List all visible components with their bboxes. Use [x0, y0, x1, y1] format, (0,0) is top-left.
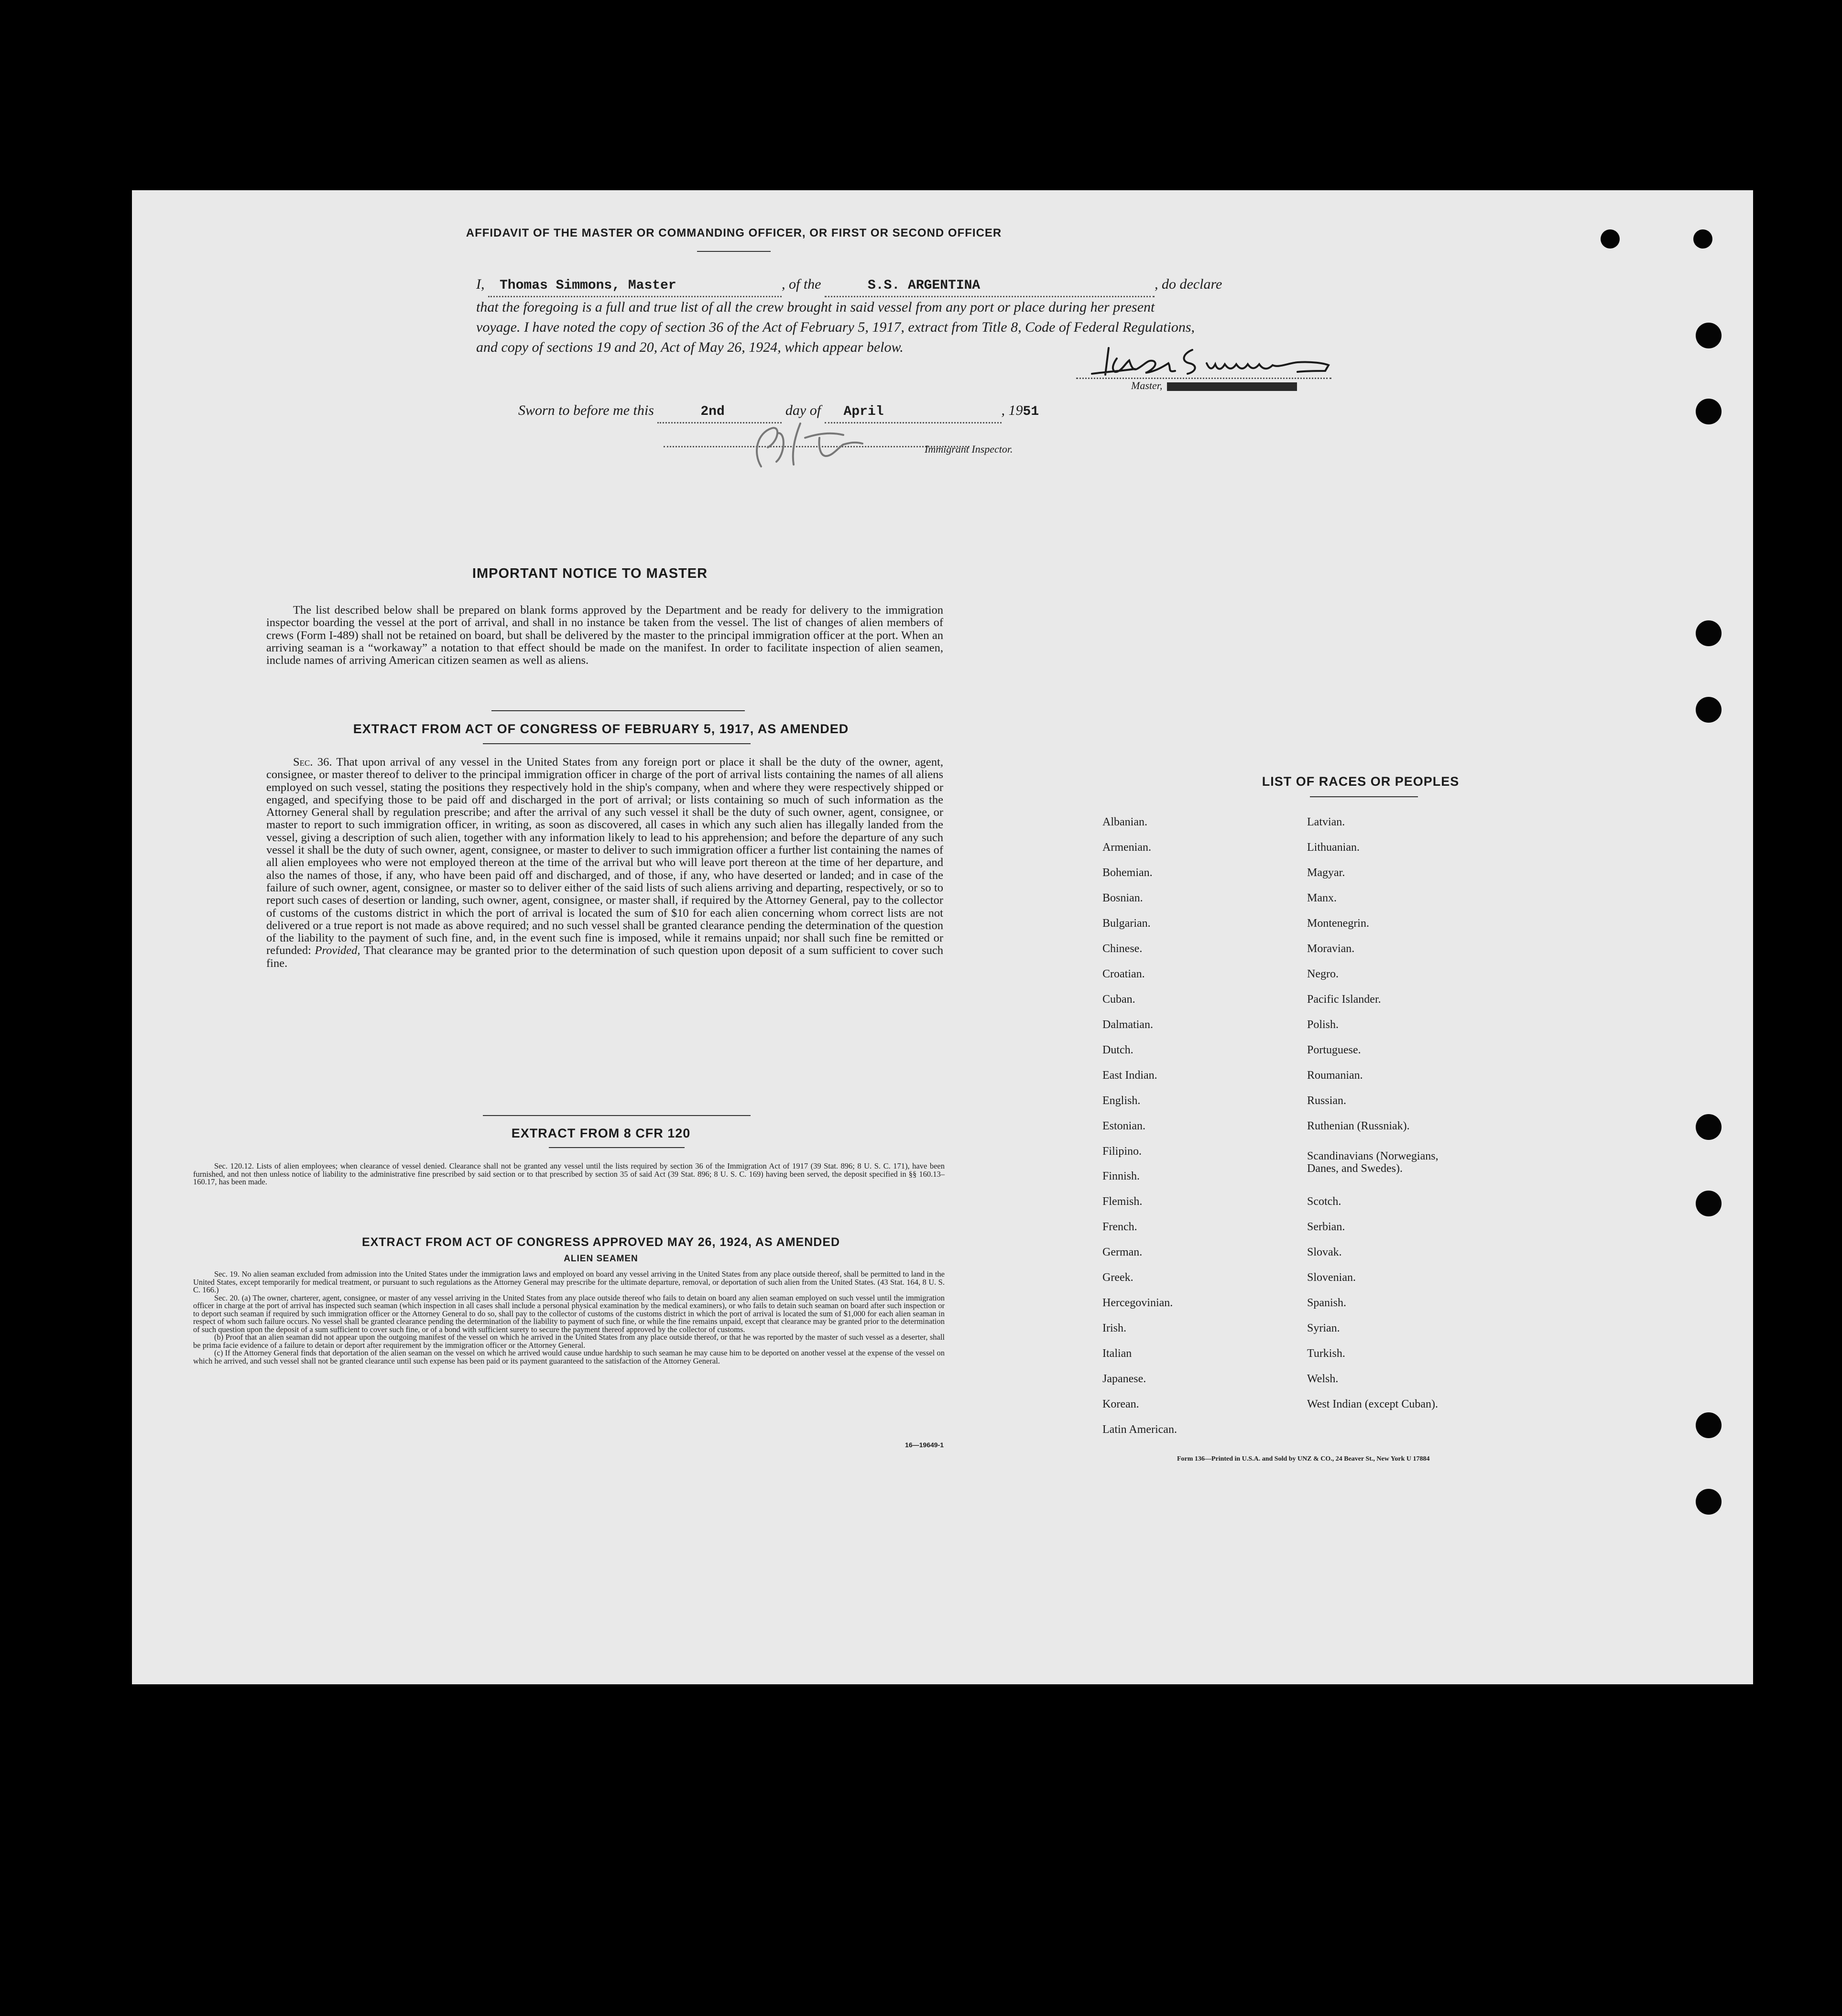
- race-item: West Indian (except Cuban).: [1307, 1398, 1438, 1410]
- of-the-label: , of the: [782, 276, 821, 292]
- race-item: Bosnian.: [1102, 892, 1143, 904]
- race-item: Finnish.: [1102, 1170, 1140, 1182]
- race-item: Irish.: [1102, 1322, 1126, 1334]
- sec-19-text: Sec. 19. No alien seaman excluded from admission into the United States under the immigration laws and employed on board any vessel arriving in the United States from any place outside thereof, shall be permitted to land in the United States, except temporarily for medical treatment, or pursuant to such regulations as the Attorney General may prescribe for the ultimate departure, removal, or deportation of such alien from the United States. (43 Stat. 164, 8 U. S. C. 166.): [193, 1269, 945, 1294]
- race-item: Serbian.: [1307, 1221, 1345, 1233]
- master-caption-text: Master,: [1131, 379, 1163, 391]
- punch-hole: [1696, 620, 1722, 646]
- year-prefix: , 19: [1001, 402, 1023, 418]
- race-item: Ruthenian (Russniak).: [1307, 1120, 1410, 1132]
- declaration-line-3: voyage. I have noted the copy of section 36 of the Act of February 5, 1917, extract from Title 8, Code of Federal Regulations,: [476, 319, 1195, 335]
- race-item: Dalmatian.: [1102, 1019, 1153, 1031]
- race-item: Portuguese.: [1307, 1044, 1361, 1056]
- declaration-line-1: [476, 274, 1380, 297]
- do-declare-label: , do declare: [1155, 276, 1222, 292]
- rule: [483, 1115, 751, 1116]
- day-of-label: day of: [785, 402, 821, 418]
- race-item: Bulgarian.: [1102, 917, 1151, 930]
- race-item: Russian.: [1307, 1095, 1347, 1107]
- rule: [549, 1147, 685, 1148]
- race-item: English.: [1102, 1095, 1141, 1107]
- race-item: Croatian.: [1102, 968, 1145, 980]
- race-item: Welsh.: [1307, 1373, 1339, 1385]
- race-item: Spanish.: [1307, 1297, 1347, 1309]
- race-item: Montenegrin.: [1307, 917, 1369, 930]
- sec-36-label: Sec. 36.: [293, 756, 332, 769]
- race-item: Polish.: [1307, 1019, 1339, 1031]
- race-item: Dutch.: [1102, 1044, 1134, 1056]
- sworn-prefix: Sworn to before me this: [518, 402, 654, 418]
- sworn-year: 51: [1023, 404, 1039, 419]
- master-signature: [1087, 344, 1336, 382]
- race-item: Turkish.: [1307, 1347, 1345, 1360]
- sec-20c-text: (c) If the Attorney General finds that deportation of the alien seaman on the vessel on which he arrived would cause undue hardship to such seaman he may cause him to be deported on another vessel at the expense of the vessel on which he arrived, and such vessel shall not be granted clearance until such expense has been paid or its payment guaranteed to the satisfaction of the Attorney General.: [193, 1348, 945, 1366]
- race-item: Roumanian.: [1307, 1069, 1363, 1082]
- inspector-caption: Immigrant Inspector.: [925, 443, 1013, 455]
- race-item: Chinese.: [1102, 943, 1143, 955]
- form-code: 16—19649-1: [905, 1441, 944, 1449]
- master-name: Thomas Simmons, Master: [500, 278, 676, 293]
- race-item: Japanese.: [1102, 1373, 1146, 1385]
- race-item: Bohemian.: [1102, 867, 1153, 879]
- rule: [491, 710, 745, 711]
- race-item: Hercegovinian.: [1102, 1297, 1173, 1309]
- race-item: Moravian.: [1307, 943, 1355, 955]
- master-caption: [1131, 379, 1297, 392]
- cfr-title: EXTRACT FROM 8 CFR 120: [511, 1126, 691, 1140]
- race-item: East Indian.: [1102, 1069, 1157, 1082]
- provided-label: Provided,: [315, 944, 360, 957]
- alien-seamen-subtitle: ALIEN SEAMEN: [564, 1254, 638, 1264]
- punch-hole: [1696, 1114, 1722, 1140]
- race-item: Estonian.: [1102, 1120, 1145, 1132]
- races-title: LIST OF RACES OR PEOPLES: [1262, 774, 1460, 789]
- punch-hole: [1696, 697, 1722, 723]
- printer-footer: Form 136—Printed in U.S.A. and Sold by UNZ & CO., 24 Beaver St., New York U 17884: [1177, 1455, 1430, 1463]
- race-item: Slovak.: [1307, 1246, 1342, 1258]
- race-item: French.: [1102, 1221, 1137, 1233]
- redaction-bar: [1167, 382, 1297, 391]
- punch-hole: [1693, 229, 1712, 249]
- punch-hole: [1696, 399, 1722, 424]
- race-item: Latvian.: [1307, 816, 1345, 828]
- race-item: Flemish.: [1102, 1195, 1143, 1208]
- rule: [1310, 796, 1418, 797]
- race-item: Greek.: [1102, 1271, 1134, 1284]
- provided-text: That clearance may be granted prior to the determination of such question upon deposit of a sum sufficient to cover such fine.: [266, 944, 943, 970]
- punch-hole: [1601, 229, 1620, 249]
- document-page: [132, 190, 1753, 1684]
- act-1924-title: EXTRACT FROM ACT OF CONGRESS APPROVED MAY 26, 1924, AS AMENDED: [361, 1236, 840, 1249]
- inspector-signature: [748, 419, 882, 471]
- act-1917-title: EXTRACT FROM ACT OF CONGRESS OF FEBRUARY 5, 1917, AS AMENDED: [353, 722, 849, 736]
- sworn-day: 2nd: [700, 404, 725, 419]
- master-signature-line: [1076, 378, 1331, 379]
- race-item: Slovenian.: [1307, 1271, 1356, 1284]
- race-item: Korean.: [1102, 1398, 1139, 1410]
- affidavit-title: AFFIDAVIT OF THE MASTER OR COMMANDING OFFICER, OR FIRST OR SECOND OFFICER: [466, 227, 1002, 239]
- act-1917-text: [266, 756, 943, 970]
- race-item: Scandinavians (Norwegians, Danes, and Swedes).: [1307, 1150, 1439, 1175]
- sworn-month: April: [843, 404, 884, 419]
- race-item: Cuban.: [1102, 993, 1135, 1006]
- sec-20a-text: Sec. 20. (a) The owner, charterer, agent, consignee, or master of any vessel arriving in the United States from any place outside thereof who fails to detain on board any alien seaman employed on such vessel until the immigration officer in charge at the port of arrival has inspected such seaman (which inspection in all cases shall include a personal physical examination by the medical examiners), or who fails to detain such seaman on board after such inspection or to deport such seaman if required by such immigration officer or the Attorney General to do so, shall pay to the collector of customs of the customs district in which the port of arrival is located the sum of $1,000 for each alien seaman in respect of whom such failure occurs. No vessel shall be granted clearance pending the determination of the liability to payment of such fine, or while the fine remains unpaid, except that clearance may be granted prior to the determination of such question upon the deposit of a sum sufficient to cover such fine, or of a bond with sufficient surety to secure the payment thereof approved by the collector of customs.: [193, 1293, 945, 1334]
- race-item: Scotch.: [1307, 1195, 1341, 1208]
- declaration-line-4: and copy of sections 19 and 20, Act of May 26, 1924, which appear below.: [476, 339, 904, 355]
- vessel-name: S.S. ARGENTINA: [868, 278, 981, 293]
- punch-hole: [1696, 1489, 1722, 1515]
- punch-hole: [1696, 323, 1722, 348]
- race-item: Negro.: [1307, 968, 1339, 980]
- race-item: Filipino.: [1102, 1145, 1142, 1158]
- declaration-prefix: I,: [476, 276, 485, 292]
- declaration-line-2: that the foregoing is a full and true list of all the crew brought in said vessel from any port or place during her present: [476, 299, 1155, 315]
- race-item: Albanian.: [1102, 816, 1147, 828]
- race-item: Manx.: [1307, 892, 1337, 904]
- sec-20b-text: (b) Proof that an alien seaman did not appear upon the outgoing manifest of the vessel on which he arrived in the United States from any place outside thereof, or that he was reported by the master of such vessel as a deserter, shall be prima facie evidence of a failure to detain or deport after requirement by the immigration officer or the Attorney General.: [193, 1333, 945, 1350]
- race-item: Latin American.: [1102, 1423, 1177, 1436]
- punch-hole: [1696, 1191, 1722, 1216]
- notice-text: The list described below shall be prepared on blank forms approved by the Department and be ready for delivery to the immigration inspector boarding the vessel at the port of arrival, and shall in no instance be taken from the vessel. The list of changes of alien members of crews (Form I-489) shall not be retained on board, but shall be delivered by the master to the principal immigration officer at the port. When an arriving seaman is a “workaway” a notation to that effect should be made on the manifest. In order to facilitate inspection of alien seamen, include names of arriving American citizen seamen as well as aliens.: [266, 604, 943, 667]
- punch-hole: [1696, 1412, 1722, 1438]
- sec-36-body: That upon arrival of any vessel in the United States from any foreign port or place it shall be the duty of the owner, agent, consignee, or master thereof to deliver to the principal immigration officer in charge of the port of arrival lists containing the names of all aliens employed on such vessel, stating the positions they respectively hold in the ship's company, when and where they were respectively shipped or engaged, and specifying those to be paid off and discharged in the port of arrival; or lists containing so much of such information as the Attorney General shall by regulation prescribe; and after the arrival of any such vessel it shall be the duty of such owner, agent, consignee, or master to report to such immigration officer, in writing, as soon as discovered, all cases in which any such alien has illegally landed from the vessel, giving a description of such alien, together with any information likely to lead to his apprehension; and before the departure of any such vessel it shall be the duty of such owner, agent, consignee, or master to deliver to such immigration officer a further list containing the names of all alien employees who were not employed thereon at the time of the arrival but who will leave port thereon at the time of her departure, and also the names of those, if any, who have been paid off and discharged, and of those, if any, who have deserted or landed; and in case of the failure of such owner, agent, consignee, or master so to deliver either of the said lists of such aliens arriving and departing, respectively, or so to report such cases of desertion or landing, such owner, agent, consignee, or master shall, if required by the Attorney General, pay to the collector of customs of the customs district in which the port of arrival is located the sum of $10 for each alien concerning whom correct lists are not delivered or a true report is not made as above required; and no such vessel shall be granted clearance pending the determination of the question of the liability to the payment of such fine, and, in the event such fine is imposed, while it remains unpaid; nor shall such fine be remitted or refunded:: [266, 756, 943, 957]
- notice-title: IMPORTANT NOTICE TO MASTER: [472, 566, 708, 581]
- race-item: Lithuanian.: [1307, 841, 1360, 854]
- title-rule: [697, 251, 771, 252]
- race-item: Pacific Islander.: [1307, 993, 1381, 1006]
- race-item: Syrian.: [1307, 1322, 1340, 1334]
- race-item: Armenian.: [1102, 841, 1151, 854]
- race-item: Italian: [1102, 1347, 1132, 1360]
- race-item: German.: [1102, 1246, 1143, 1258]
- cfr-text: Sec. 120.12. Lists of alien employees; when clearance of vessel denied. Clearance shall not be granted any vessel until the lists required by section 36 of the Immigration Act of 1917 (39 Stat. 896; 8 U. S. C. 171), have been furnished, and not then unless notice of liability to the administrative fine prescribed by said section or to that prescribed by section 35 of said Act (39 Stat. 896; 8 U. S. C. 169) having been served, the deposit specified in §§ 160.13–160.17, has been made.: [193, 1161, 945, 1186]
- rule: [483, 743, 751, 744]
- race-item: Magyar.: [1307, 867, 1345, 879]
- act-1924-text: [193, 1270, 945, 1365]
